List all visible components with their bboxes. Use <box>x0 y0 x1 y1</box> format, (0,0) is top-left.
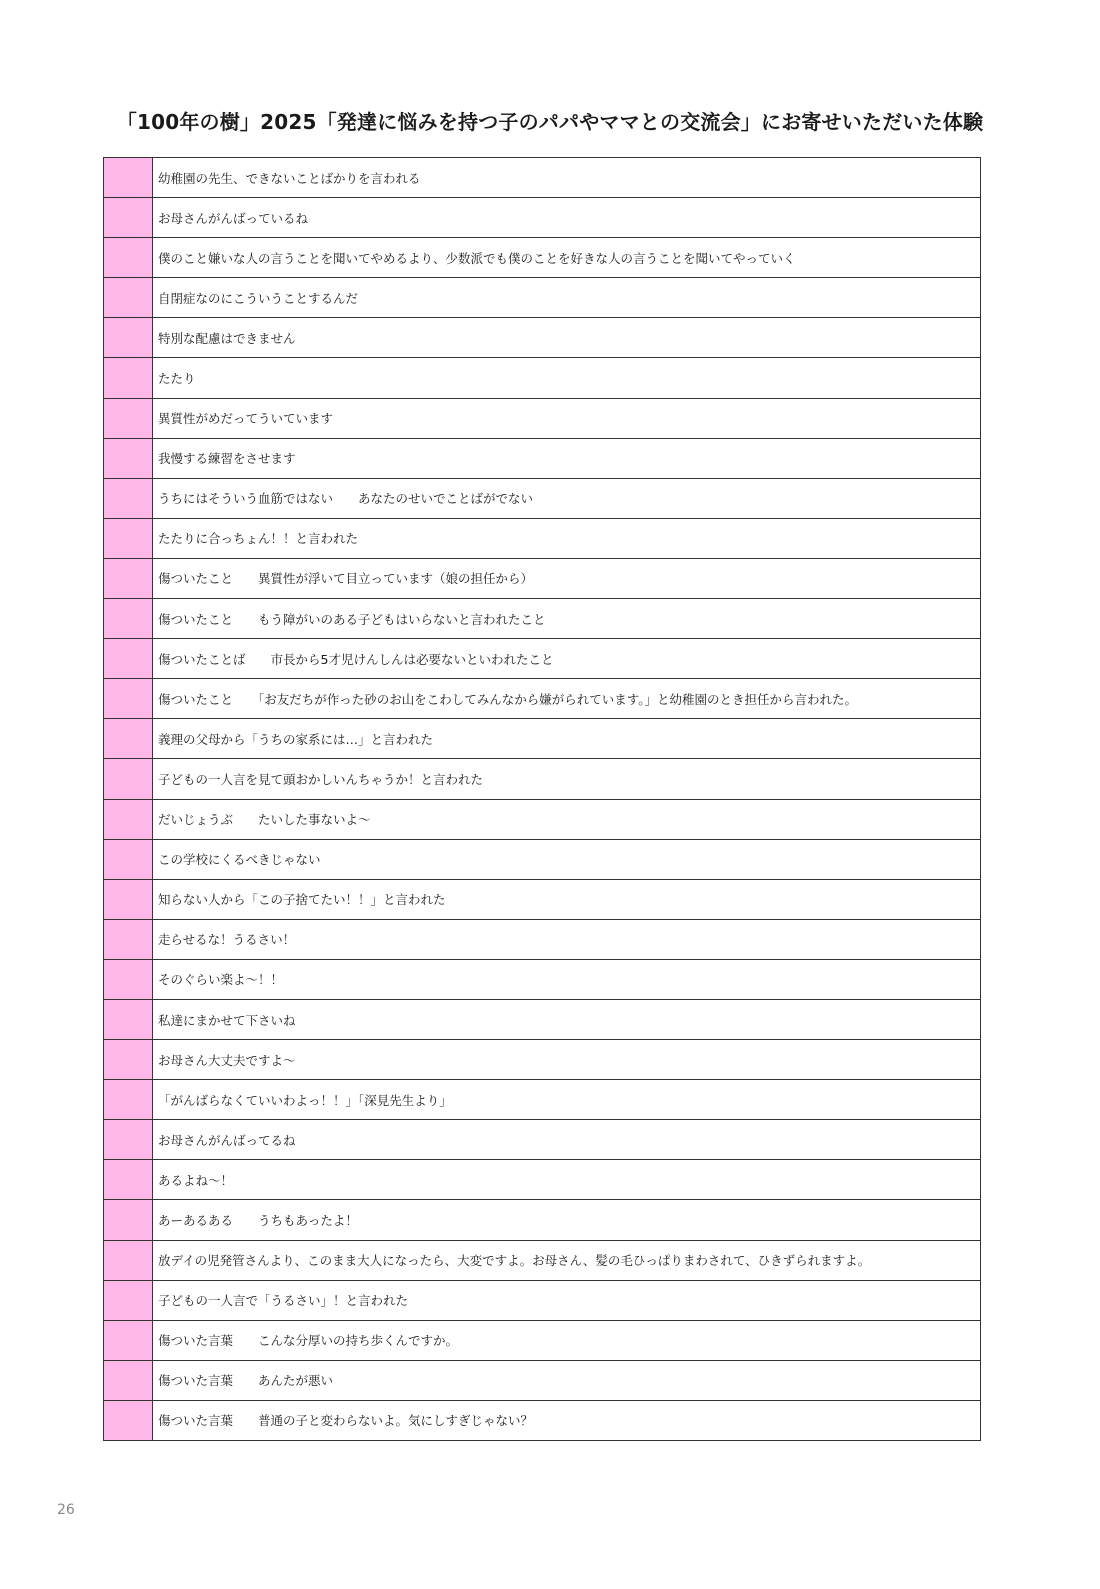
row-text-cell: 傷ついた言葉 こんな分厚いの持ち歩くんですか。 <box>158 1333 459 1349</box>
row-text-cell: 走らせるな！うるさい！ <box>158 932 296 948</box>
row-text-cell: あーあるある うちもあったよ！ <box>158 1212 358 1228</box>
table-row <box>104 1040 980 1080</box>
row-text-cell: 我慢する練習をさせます <box>158 451 296 467</box>
row-marker-cell <box>104 719 153 758</box>
table-row <box>104 1361 980 1401</box>
experience-table <box>103 157 981 1441</box>
row-text-cell: 特別な配慮はできません <box>158 330 296 346</box>
row-marker-cell <box>104 1040 153 1079</box>
row-text-cell: あるよね〜！ <box>158 1172 234 1188</box>
table-row <box>104 1120 980 1160</box>
row-marker-cell <box>104 1080 153 1119</box>
row-marker-cell <box>104 1321 153 1360</box>
row-text-cell: うちにはそういう血筋ではない あなたのせいでことばがでない <box>158 491 534 507</box>
row-text-cell: 傷ついたこと もう障がいのある子どもはいらないと言われたこと <box>158 611 546 627</box>
row-text-cell: 傷ついたことば 市長から5才児けんしんは必要ないといわれたこと <box>158 651 554 667</box>
table-row <box>104 1321 980 1361</box>
row-marker-cell <box>104 1120 153 1159</box>
table-row <box>104 559 980 599</box>
row-marker-cell <box>104 439 153 478</box>
table-row <box>104 479 980 519</box>
page-title: 「100年の樹」2025「発達に悩みを持つ子のパパやママとの交流会」にお寄せいただいた体験 <box>116 110 984 134</box>
row-marker-cell <box>104 158 153 197</box>
row-marker-cell <box>104 920 153 959</box>
row-marker-cell <box>104 1281 153 1320</box>
table-row <box>104 800 980 840</box>
row-marker-cell <box>104 1200 153 1239</box>
table-row <box>104 358 980 398</box>
row-marker-cell <box>104 559 153 598</box>
page-number: 26 <box>57 1502 75 1518</box>
table-row <box>104 399 980 439</box>
row-marker-cell <box>104 1401 153 1440</box>
row-text-cell: 子どもの一人言を見て頭おかしいんちゃうか！と言われた <box>158 771 484 787</box>
table-row <box>104 1281 980 1321</box>
row-marker-cell <box>104 1000 153 1039</box>
table-row <box>104 719 980 759</box>
row-marker-cell <box>104 238 153 277</box>
row-text-cell: 義理の父母から「うちの家系には…」と言われた <box>158 731 434 747</box>
table-row <box>104 679 980 719</box>
row-text-cell: たたり <box>158 371 196 387</box>
table-row <box>104 1160 980 1200</box>
table-row <box>104 318 980 358</box>
row-text-cell: 幼稚園の先生、できないことばかりを言われる <box>158 170 421 186</box>
row-marker-cell <box>104 1241 153 1280</box>
row-text-cell: 自閉症なのにこういうことするんだ <box>158 290 359 306</box>
row-marker-cell <box>104 479 153 518</box>
table-row <box>104 639 980 679</box>
row-marker-cell <box>104 880 153 919</box>
table-row <box>104 158 980 198</box>
table-row <box>104 759 980 799</box>
table-row <box>104 880 980 920</box>
row-marker-cell <box>104 519 153 558</box>
row-text-cell: 僕のこと嫌いな人の言うことを聞いてやめるより、少数派でも僕のことを好きな人の言うことを聞いてやっていく <box>158 250 796 266</box>
row-text-cell: 傷ついたこと 「お友だちが作った砂のお山をこわしてみんなから嫌がられています。」と幼稚園のとき担任から言われた。 <box>158 691 858 707</box>
row-marker-cell <box>104 840 153 879</box>
table-row <box>104 599 980 639</box>
table-row <box>104 1080 980 1120</box>
table-row <box>104 198 980 238</box>
row-marker-cell <box>104 1361 153 1400</box>
table-row <box>104 960 980 1000</box>
table-row <box>104 519 980 559</box>
table-row <box>104 920 980 960</box>
table-row <box>104 1000 980 1040</box>
row-marker-cell <box>104 399 153 438</box>
row-text-cell: 放デイの児発管さんより、このまま大人になったら、大変ですよ。お母さん、髪の毛ひっぱりまわされて、ひきずられますよ。 <box>158 1253 871 1269</box>
row-text-cell: 傷ついた言葉 あんたが悪い <box>158 1373 334 1389</box>
row-marker-cell <box>104 960 153 999</box>
row-text-cell: 異質性がめだってういています <box>158 411 334 427</box>
row-text-cell: お母さんがんばってるね <box>158 1132 296 1148</box>
table-row <box>104 278 980 318</box>
row-text-cell: 私達にまかせて下さいね <box>158 1012 296 1028</box>
row-marker-cell <box>104 278 153 317</box>
table-row <box>104 238 980 278</box>
row-marker-cell <box>104 358 153 397</box>
table-row <box>104 1401 980 1441</box>
row-marker-cell <box>104 679 153 718</box>
row-text-cell: お母さん大丈夫ですよ〜 <box>158 1052 296 1068</box>
row-marker-cell <box>104 599 153 638</box>
row-text-cell: 「がんばらなくていいわよっ！！」「深見先生より」 <box>158 1092 452 1108</box>
row-marker-cell <box>104 639 153 678</box>
table-row <box>104 1241 980 1281</box>
table-row <box>104 840 980 880</box>
row-text-cell: 傷ついた言葉 普通の子と変わらないよ。気にしすぎじゃない？ <box>158 1413 534 1429</box>
row-marker-cell <box>104 759 153 798</box>
row-marker-cell <box>104 318 153 357</box>
row-text-cell: お母さんがんばっているね <box>158 210 309 226</box>
row-marker-cell <box>104 800 153 839</box>
row-marker-cell <box>104 1160 153 1199</box>
row-text-cell: 知らない人から「この子捨てたい！！」と言われた <box>158 892 446 908</box>
row-text-cell: そのぐらい楽よ〜！！ <box>158 972 284 988</box>
row-marker-cell <box>104 198 153 237</box>
row-text-cell: たたりに合っちょん！！と言われた <box>158 531 359 547</box>
row-text-cell: 傷ついたこと 異質性が浮いて目立っています（娘の担任から） <box>158 571 534 587</box>
row-text-cell: 子どもの一人言で「うるさい」！と言われた <box>158 1293 409 1309</box>
table-row <box>104 439 980 479</box>
table-row <box>104 1200 980 1240</box>
row-text-cell: だいじょうぶ たいした事ないよ〜 <box>158 812 371 828</box>
row-text-cell: この学校にくるべきじゃない <box>158 852 321 868</box>
